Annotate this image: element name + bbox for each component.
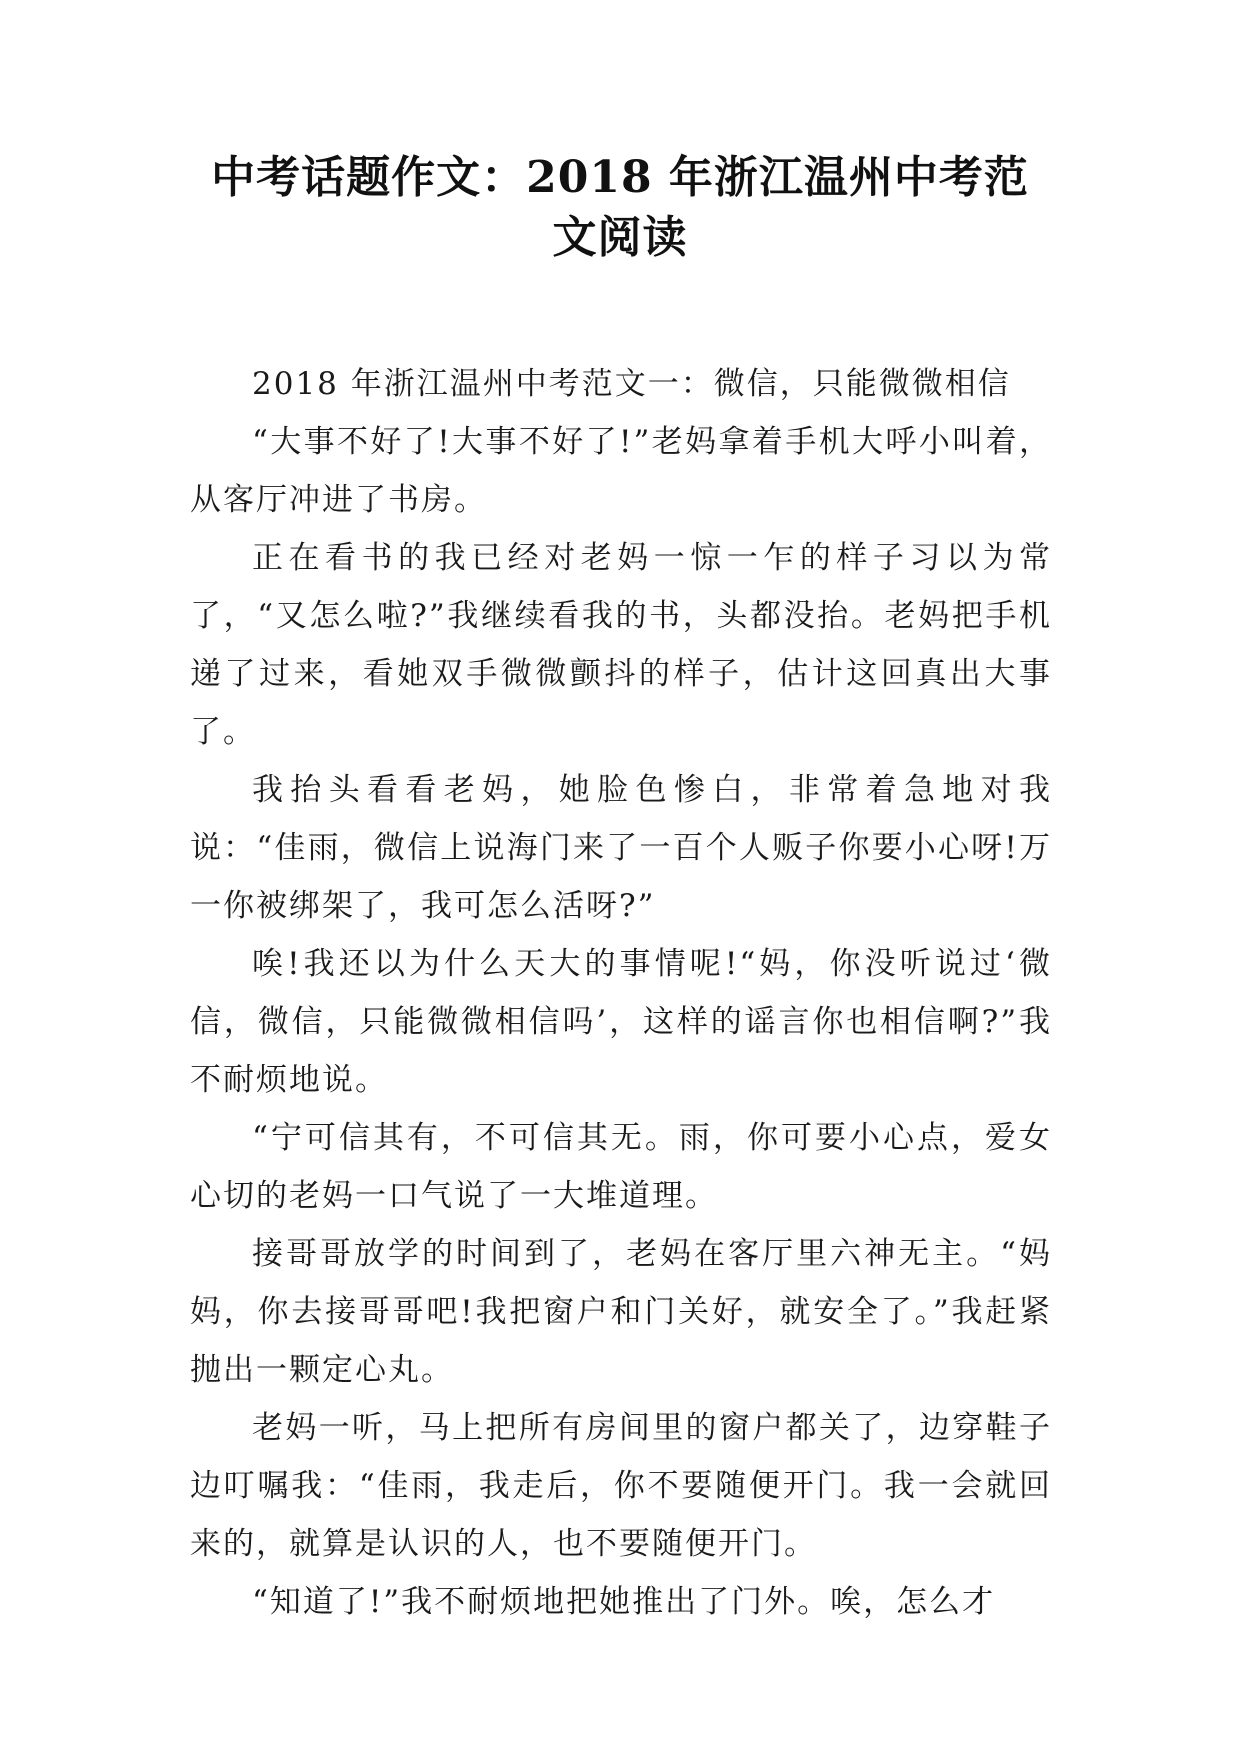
- paragraph: 接哥哥放学的时间到了，老妈在客厅里六神无主。“妈妈，你去接哥哥吧!我把窗户和门关好，就安全了。”我赶紧抛出一颗定心丸。: [190, 1236, 1052, 1388]
- paragraph: 我抬头看看老妈，她脸色惨白，非常着急地对我说：“佳雨，微信上说海门来了一百个人贩子你要小心呀!万一你被绑架了，我可怎么活呀?”: [190, 772, 1052, 924]
- paragraph: 唉!我还以为什么天大的事情呢!“妈，你没听说过‘微信，微信，只能微微相信吗’，这样的谣言你也相信啊?”我不耐烦地说。: [190, 946, 1052, 1098]
- document-body: [190, 355, 1052, 1631]
- paragraph: 2018 年浙江温州中考范文一：微信，只能微微相信: [252, 366, 1011, 402]
- document-title: 中考话题作文：2018 年浙江温州中考范文阅读: [211, 152, 1029, 263]
- paragraph: “知道了!”我不耐烦地把她推出了门外。唉，怎么才: [252, 1584, 996, 1620]
- paragraph: 老妈一听，马上把所有房间里的窗户都关了，边穿鞋子边叮嘱我：“佳雨，我走后，你不要随便开门。我一会就回来的，就算是认识的人，也不要随便开门。: [190, 1410, 1052, 1562]
- paragraph: “大事不好了!大事不好了!”老妈拿着手机大呼小叫着，从客厅冲进了书房。: [190, 424, 1052, 518]
- paragraph: “宁可信其有，不可信其无。雨，你可要小心点，爱女心切的老妈一口气说了一大堆道理。: [190, 1120, 1052, 1214]
- paragraph: 正在看书的我已经对老妈一惊一乍的样子习以为常了，“又怎么啦?”我继续看我的书，头都没抬。老妈把手机递了过来，看她双手微微颤抖的样子，估计这回真出大事了。: [190, 540, 1052, 750]
